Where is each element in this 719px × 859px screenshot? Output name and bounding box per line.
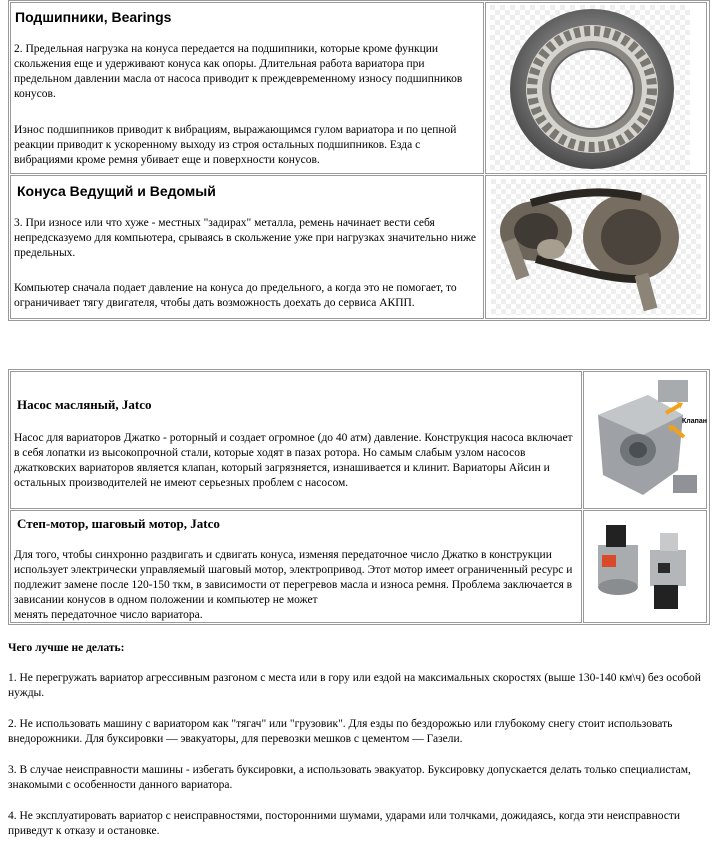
- section-heading: Конуса Ведущий и Ведомый: [17, 183, 216, 199]
- table-row: [9, 371, 709, 509]
- list-item: [8, 763, 708, 793]
- donts-title: Чего лучше не делать:: [8, 642, 125, 654]
- text-cell: [10, 175, 484, 319]
- text-cell: [10, 510, 582, 623]
- dont-item: 2. Не использовать машину с вариатором как "тягач" или "грузовик". Для езды по бездорожью или глубокому снегу стоит использовать внедорожники. Для буксировки — эвакуаторы, для перевозки мешков с цементом — Газели.: [8, 718, 673, 745]
- table-row: [9, 175, 709, 319]
- table-row: [9, 2, 709, 174]
- section-heading: Насос масляный, Jatco: [17, 397, 152, 412]
- donts-section: [8, 641, 708, 656]
- stepmotor-image: [588, 515, 704, 619]
- paragraph: 2. Предельная нагрузка на конуса передается на подшипники, которые кроме функции скольжения еще и удерживают конуса как опоры. Длительная работа вариатора при предельном давлении масла от насоса приводит к преждевременному износу подшипников конусов.: [14, 43, 463, 100]
- image-cell: [583, 371, 707, 509]
- paragraph: Для того, чтобы синхронно раздвигать и сдвигать конуса, изменяя передаточное число Джатко в конструкции использует электрически управляемый шаговый мотор, электропривод. Этот мотор имеет ограниченный ресурс и подлежит замене после 120-150 ткм, в зависимости от перегревов масла и износа ремня. Проблема заключается в зависании конусов в одном положении и компьютер не может: [14, 549, 573, 606]
- table-row: [9, 510, 709, 623]
- text-cell: [10, 2, 484, 174]
- section-heading: Степ-мотор, шаговый мотор, Jatco: [17, 516, 220, 531]
- dont-item: 3. В случае неисправности машины - избегать буксировки, а использовать эвакуатор. Буксировку допускается делать только специалистам, знакомыми с особенности данного вариатора.: [8, 764, 691, 791]
- bearing-image: [490, 5, 690, 171]
- paragraph: 3. При износе или что хуже - местных "задирах" металла, ремень начинает вести себя непредсказуемо для компьютера, срываясь в скольжение уже при нагрузках значительно ниже предельных.: [14, 217, 476, 259]
- paragraph: Насос для вариаторов Джатко - роторный и создает огромное (до 40 атм) давление. Конструкция насоса включает в себя лопатки из высокопрочной стали, которые ходят в пазах ротора. Но самым слабым узлом насосов джатковских вариаторов является клапан, который загрязняется, изнашивается и клинит. Вариаторы Айсин и остальных производителей не имеют серьезных проблем с насосом.: [14, 432, 573, 489]
- dont-item: 4. Не эксплуатировать вариатор с неисправностями, посторонними шумами, ударами или толчками, дожидаясь, когда эти неисправности приведут к отказу и остановке.: [8, 810, 681, 837]
- pump-image: [588, 375, 707, 505]
- valve-label: Клапан: [682, 418, 707, 425]
- paragraph: менять передаточное число вариатора.: [14, 609, 203, 621]
- info-table-1: [8, 0, 710, 321]
- paragraph: Износ подшипников приводит к вибрациям, выражающимся гулом вариатора и по цепной реакции приводит к ускоренному выходу из строя остальных подшипников. Езда с вибрациями кроме ремня убивает еще и поверхности конусов.: [14, 124, 457, 166]
- image-cell: [485, 175, 707, 319]
- dont-item: 1. Не перегружать вариатор агрессивным разгоном с места или в гору или ездой на максимальных скоростях (выше 130-140 км\ч) без особой нужды.: [8, 672, 701, 699]
- paragraph: Компьютер сначала подает давление на конуса до предельного, а когда это не помогает, то ограничивает тягу двигателя, чтобы дать возможность доехать до сервиса АКПП.: [14, 282, 457, 309]
- image-cell: [485, 2, 707, 174]
- text-cell: [10, 371, 582, 509]
- pulleys-image: [491, 179, 701, 315]
- list-item: [8, 809, 708, 839]
- list-item: [8, 671, 708, 701]
- image-cell: [583, 510, 707, 623]
- section-heading: Подшипники, Bearings: [15, 9, 172, 25]
- info-table-2: [8, 369, 710, 625]
- list-item: [8, 717, 708, 747]
